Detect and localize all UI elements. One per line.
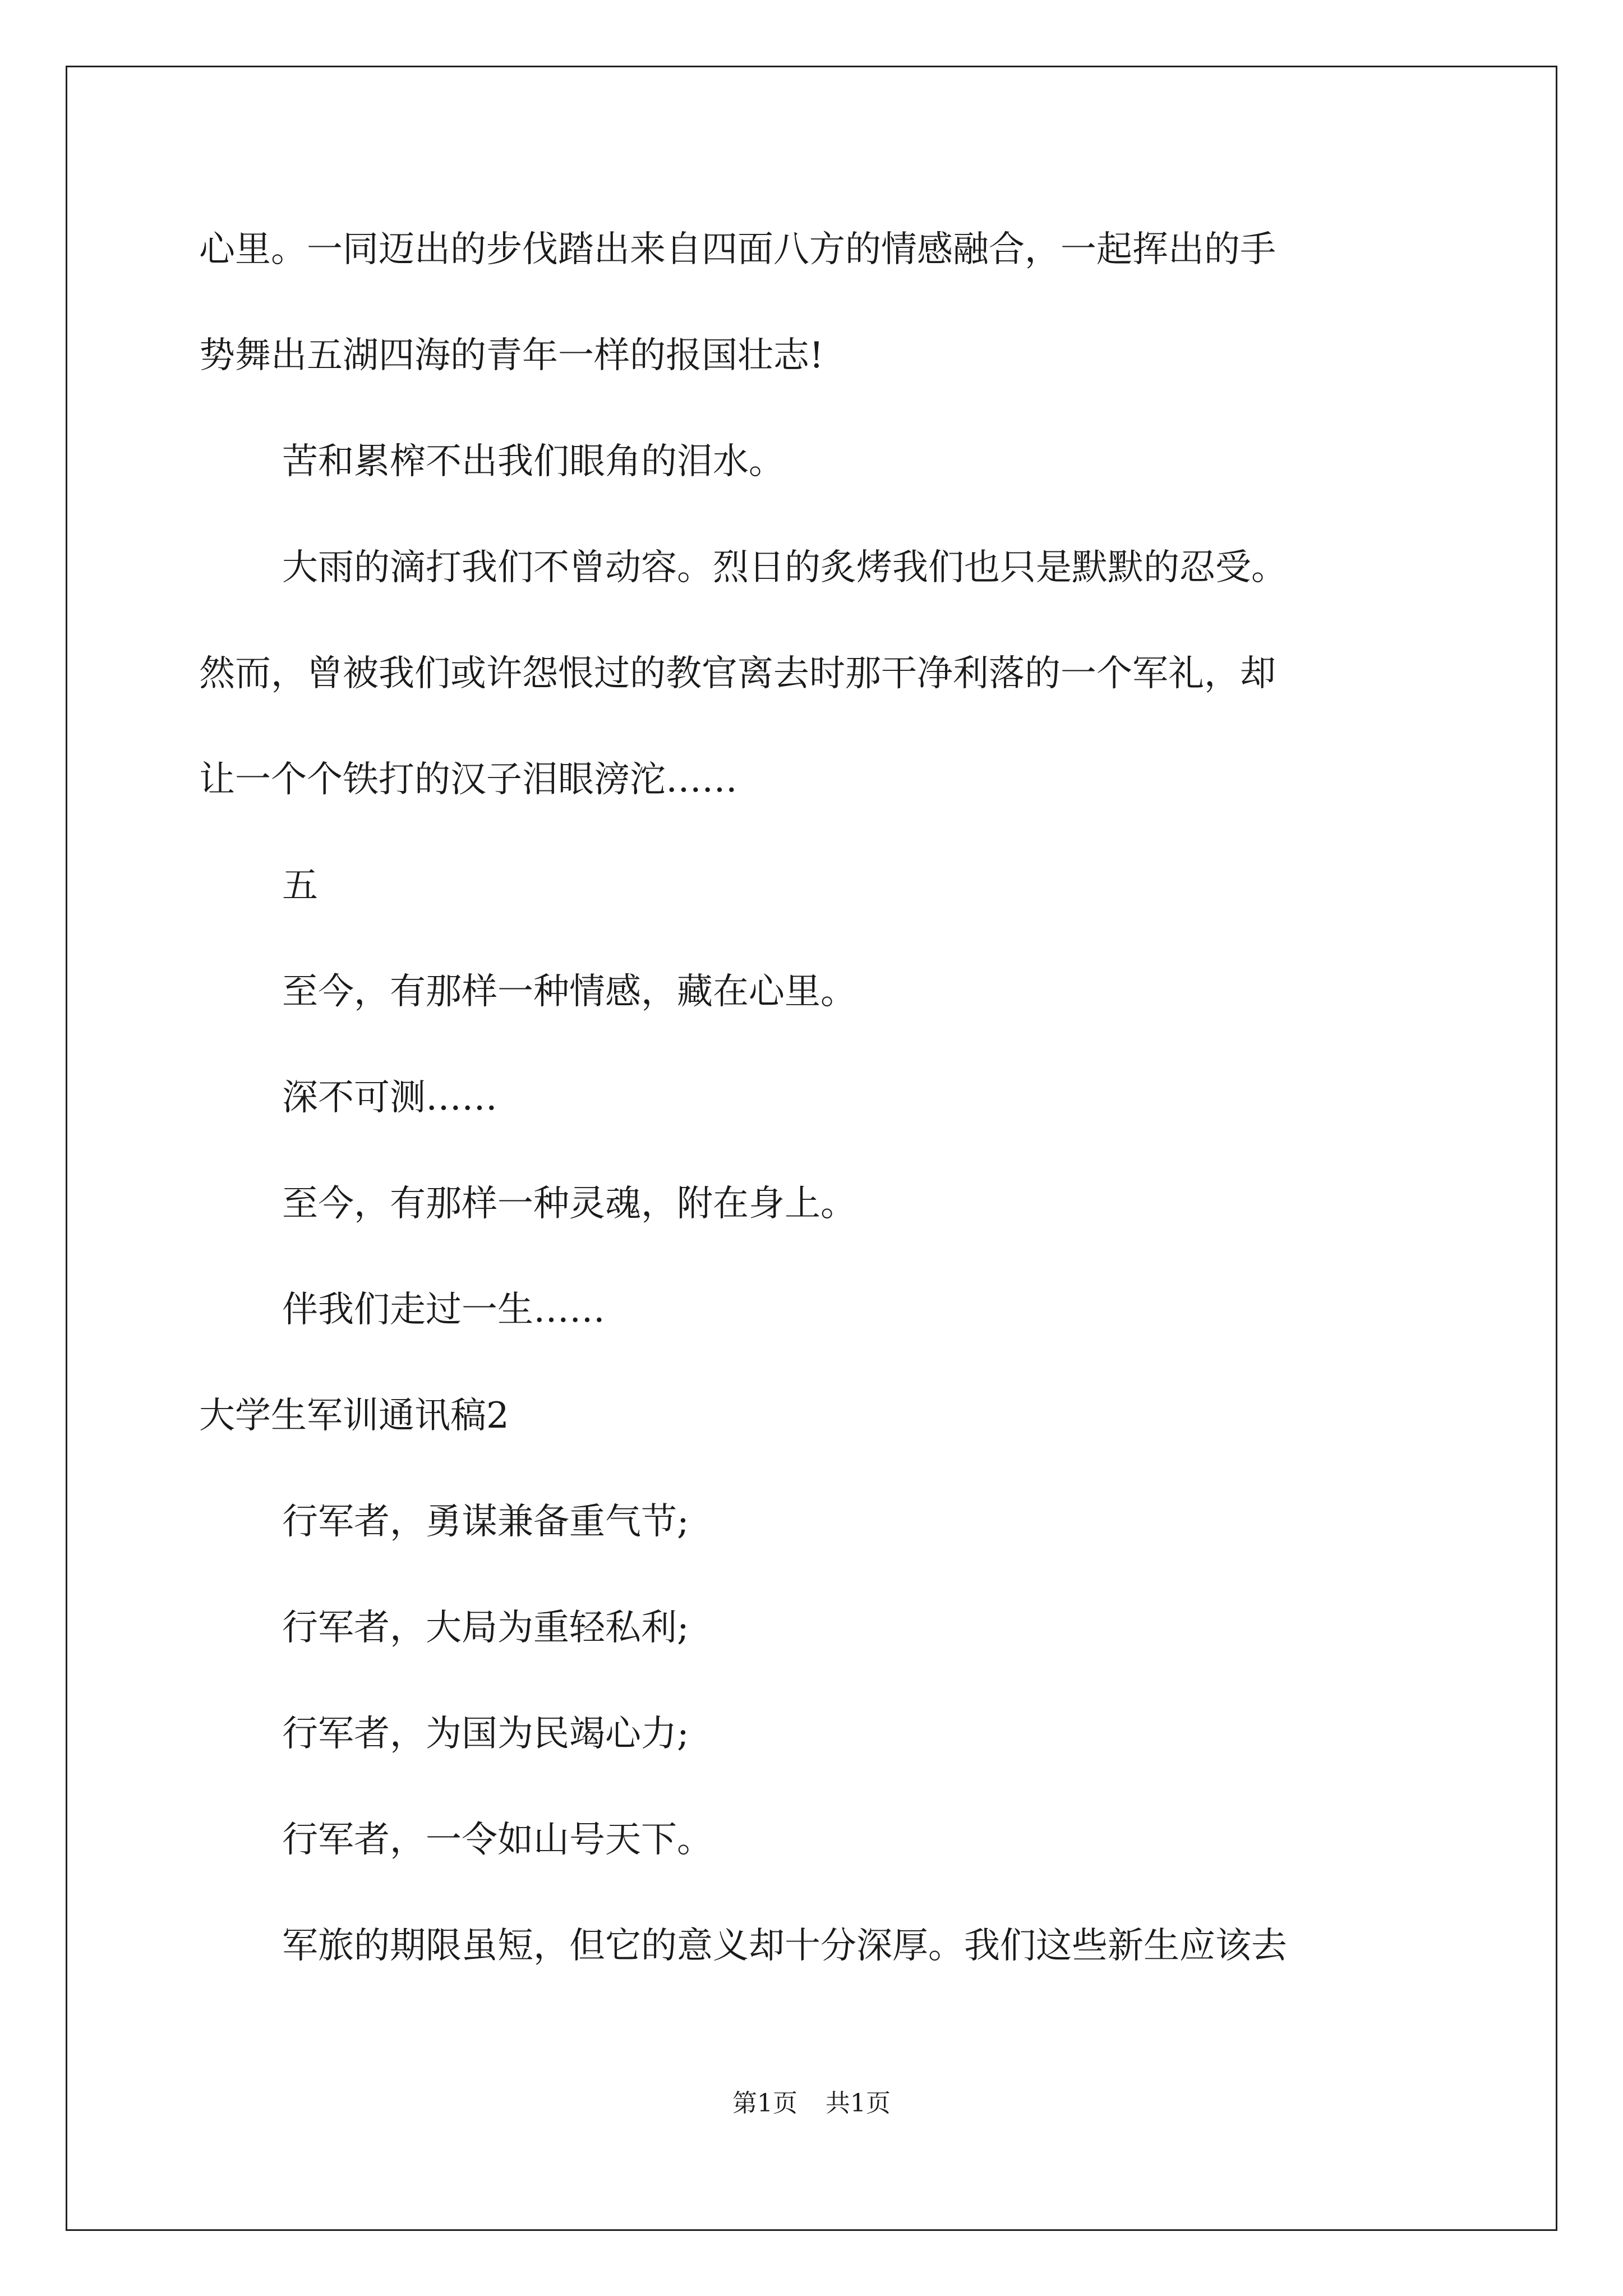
text-line: 深不可测…… <box>282 1077 497 1119</box>
text-line: 大雨的滴打我们不曾动容。烈日的炙烤我们也只是默默的忍受。 <box>282 547 1287 588</box>
text-line: 心里。一同迈出的步伐踏出来自四面八方的情感融合，一起挥出的手 <box>199 229 1276 270</box>
article-title: 大学生军训通讯稿2 <box>199 1395 509 1437</box>
text-line: 行军者，为国为民竭心力; <box>282 1713 689 1755</box>
text-line: 然而，曾被我们或许怨恨过的教官离去时那干净利落的一个军礼，却 <box>199 653 1276 694</box>
text-line: 行军者，大局为重轻私利; <box>282 1607 689 1649</box>
page-footer <box>0 2087 1623 2120</box>
page-total: 共1页 <box>826 2089 891 2118</box>
text-line: 伴我们走过一生…… <box>282 1289 605 1331</box>
text-line: 苦和累榨不出我们眼角的泪水。 <box>282 441 785 482</box>
text-line: 至今，有那样一种灵魂，附在身上。 <box>282 1183 856 1225</box>
text-line: 行军者，一令如山号天下。 <box>282 1819 713 1861</box>
section-number: 五 <box>282 865 318 907</box>
page-number: 第1页 <box>732 2089 797 2118</box>
text-line: 军旅的期限虽短，但它的意义却十分深厚。我们这些新生应该去 <box>282 1925 1287 1967</box>
text-line: 让一个个铁打的汉子泪眼滂沱…… <box>199 759 737 800</box>
text-line: 行军者，勇谋兼备重气节; <box>282 1501 689 1543</box>
document-body <box>199 208 1433 2010</box>
text-line: 至今，有那样一种情感，藏在心里。 <box>282 971 856 1013</box>
text-line: 势舞出五湖四海的青年一样的报国壮志! <box>199 335 824 376</box>
